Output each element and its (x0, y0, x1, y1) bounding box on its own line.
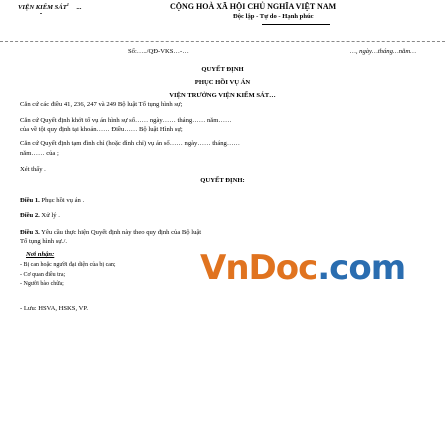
title-subject: PHỤC HỒI VỤ ÁN (194, 79, 251, 86)
article-3-continued: Tố tụng hình sự./. (20, 238, 67, 245)
basis-line-1: Căn cứ các điều 41, 236, 247 và 249 Bộ luật Tố tụng hình sự; (20, 101, 183, 108)
article-1: Điều 1. Phục hồi vụ án . (20, 197, 85, 204)
title-authority: VIỆN TRƯỞNG VIỆN KIỂM SÁT… (169, 92, 276, 99)
separator-line (0, 41, 445, 42)
article-2: Điều 2. Xử lý . (20, 212, 60, 219)
recipients-heading: Nơi nhận: (26, 251, 55, 258)
country-name: CỘNG HOÀ XÃ HỘI CHỦ NGHĨA VIỆT NAM (170, 2, 337, 11)
motto-underline (262, 24, 330, 25)
document-date: …, ngày…tháng…năm… (350, 48, 416, 55)
title-decision: QUYẾT ĐỊNH (201, 66, 244, 73)
recipient-item: - Lưu: HSVA, HSKS, VP. (20, 305, 89, 312)
basis-line-2b: của về tội quy định tại khoản…… Điều…… Bộ luật Hình sự; (20, 126, 183, 133)
basis-line-3a: Căn cứ Quyết định tạm đình chỉ (hoặc đình chỉ) vụ án số…… ngày…… tháng…… (20, 140, 241, 147)
basis-line-3b: năm…… của ; (20, 150, 59, 157)
decision-heading: QUYẾT ĐỊNH: (200, 177, 245, 184)
vndoc-watermark-logo: VnDoc.com (200, 248, 406, 288)
recipient-item: - Cơ quan điều tra; (20, 272, 66, 278)
article-3: Điều 3. Yêu cầu thực hiện Quyết định này theo quy định của Bộ luật (20, 229, 202, 236)
basis-line-4: Xét thấy . (20, 166, 46, 173)
document-number: Số:…../QĐ-VKS…-… (128, 48, 189, 55)
motto: Độc lập - Tự do - Hạnh phúc (233, 13, 314, 20)
agency-name: VIỆN KIỂM SÁT$^1$ ... (18, 2, 82, 12)
recipient-item: - Người bào chữa; (20, 281, 64, 287)
basis-line-2a: Căn cứ Quyết định khởi tố vụ án hình sự số…… ngày…… tháng…… năm…… (20, 117, 232, 124)
recipient-item: - Bị can hoặc người đại diện của bị can; (20, 262, 116, 268)
